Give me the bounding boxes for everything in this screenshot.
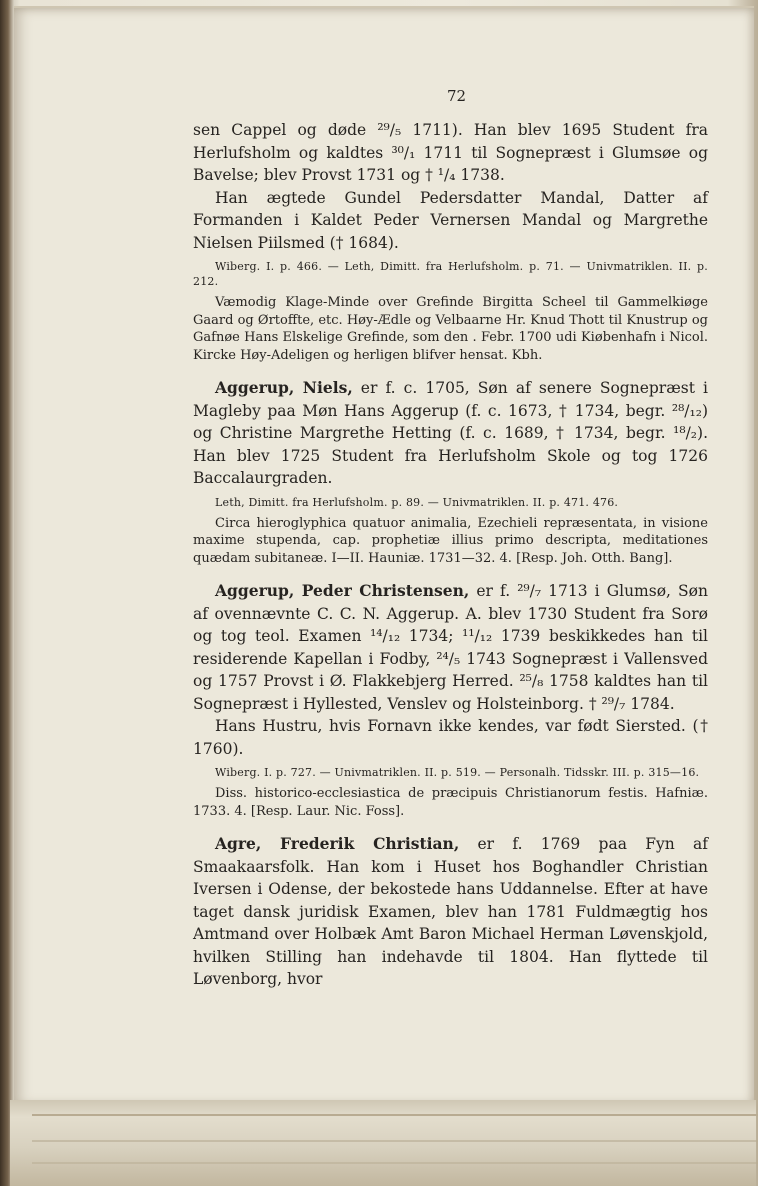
entry-agre-frederik [193, 833, 708, 991]
edge-line [32, 1162, 758, 1164]
edge-line [32, 1114, 758, 1116]
entry-aggerup-niels [193, 377, 708, 567]
entry-name: Aggerup, Niels, [215, 378, 353, 397]
references: Wiberg. I. p. 727. — Univmatriklen. II. p. 519. — Personalh. Tidsskr. III. p. 315—16. [215, 766, 700, 779]
entry-name: Agre, Frederik Christian, [215, 834, 460, 853]
marriage-text: Han ægtede Gundel Pedersdatter Mandal, Datter af Formanden i Kaldet Peder Vernersen Mandal og Margrethe Nielsen Piilsmed († 1684). [193, 188, 708, 252]
entry-name: Aggerup, Peder Christensen, [215, 581, 470, 600]
works: Diss. historico-ecclesiastica de præcipuis Christianorum festis. Hafniæ. 1733. 4. [Resp. Laur. Nic. Foss]. [193, 786, 708, 819]
page-number: 72 [446, 87, 467, 105]
entry-text: er f. 1769 paa Fyn af Smaakaarsfolk. Han kom i Huset hos Boghandler Christian Iversen i Odense, der bekostede hans Uddannelse. Efter at have taget dansk juridisk Examen, blev han 1781 Fuldmægtig hos Amtmand over Holbæk Amt Baron Michael Herman Løvenskjold, hvilken Stilling han indehavde til 1804. Han flyttede til Løvenborg, hvor [193, 835, 708, 988]
entry-text: er f. ²⁹/₇ 1713 i Glumsø, Søn af ovennævnte C. C. N. Aggerup. A. blev 1730 Student fra Sorø og tog teol. Examen ¹⁴/₁₂ 1734; ¹¹/₁₂ 1739 beskikkedes han til residerende Kapellan i Fodby, ²⁴/₅ 1743 Sognepræst i Vallensved og 1757 Provst i Ø. Flakkebjerg Herred. ²⁵/₈ 1758 kaldtes han til Sognepræst i Hyllested, Venslev og Holsteinborg. † ²⁹/₇ 1784. [193, 582, 708, 713]
entry-text: sen Cappel og døde ²⁹/₅ 1711). Han blev 1695 Student fra Herlufsholm og kaldtes ³⁰/₁ 1711 til Sognepræst i Glumsøe og Bavelse; blev Provst 1731 og † ¹/₄ 1738. [193, 121, 708, 184]
entry-paragraph [193, 833, 708, 991]
entry-aggerup-peder [193, 580, 708, 820]
references: Wiberg. I. p. 466. — Leth, Dimitt. fra Herlufsholm. p. 71. — Univmatriklen. II. p. 212. [193, 260, 708, 288]
wife-text: Hans Hustru, hvis Fornavn ikke kendes, var født Siersted. († 1760). [193, 717, 708, 758]
entry-paragraph [193, 377, 708, 490]
edge-line [32, 1140, 758, 1142]
page-stack-edge [10, 1100, 756, 1186]
entry-text: er f. c. 1705, Søn af senere Sognepræst i Magleby paa Møn Hans Aggerup (f. c. 1673, † 1734, begr. ²⁸/₁₂) og Christine Margrethe Hetting (f. c. 1689, † 1734, begr. ¹⁸/₂). Han blev 1725 Student fra Herlufsholm Skole og tog 1726 Baccalaurgraden. [193, 379, 708, 487]
page-content [193, 87, 708, 991]
entry-paragraph [193, 580, 708, 715]
works: Circa hieroglyphica quatuor animalia, Ezechieli repræsentata, in visione maxime stupenda, cap. prophetiæ illius primo descripta, meditationes quædam subitaneæ. I—II. Hauniæ. 1731—32. 4. [Resp. Joh. Otth. Bang]. [193, 515, 708, 566]
references: Leth, Dimitt. fra Herlufsholm. p. 89. — Univmatriklen. II. p. 471. 476. [215, 495, 619, 509]
continued-entry [193, 119, 708, 364]
works: Væmodig Klage-Minde over Grefinde Birgitta Scheel til Gammelkiøge Gaard og Ørtoffte, etc. Høy-Ædle og Velbaarne Hr. Knud Thott til Knustrup og Gafnøe Hans Elskelige Grefinde, som den . Febr. 1700 udi Kiøbenhafn i Nicol. Kircke Høy-Adeligen og herligen blifver hensat. Kbh. [193, 295, 708, 363]
